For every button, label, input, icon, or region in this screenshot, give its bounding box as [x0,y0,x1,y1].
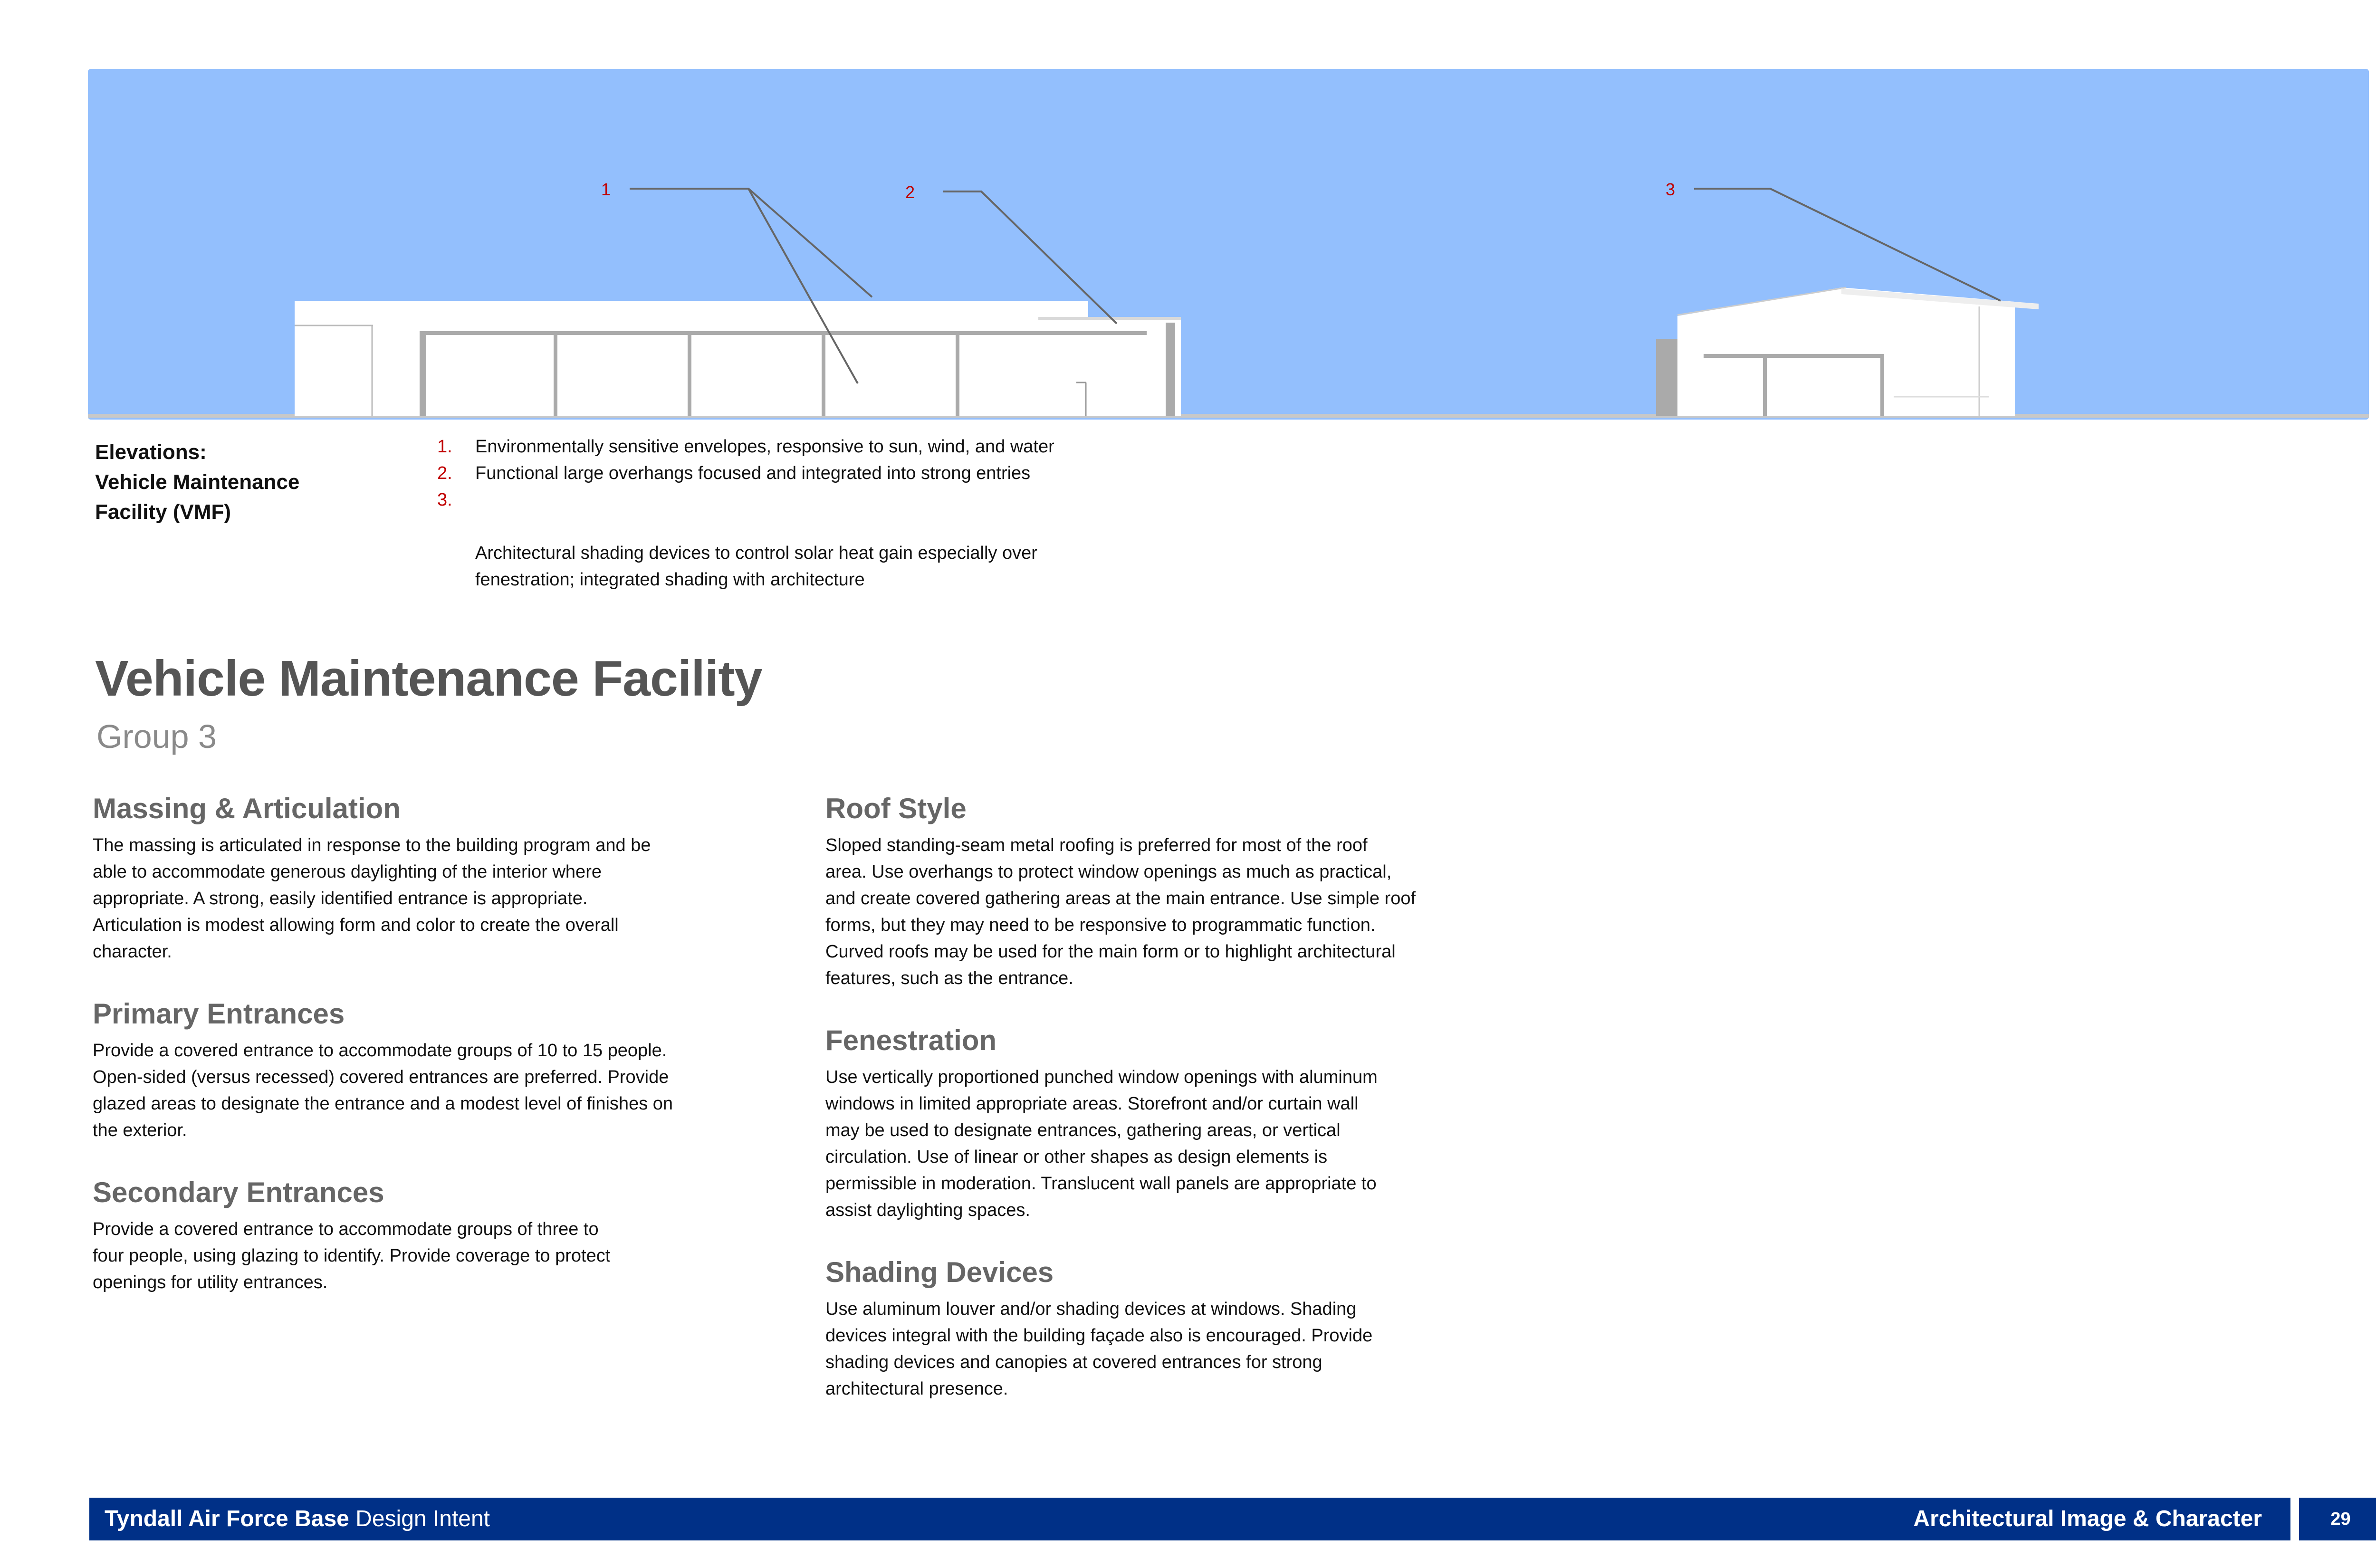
caption-line: Facility (VMF) [95,500,231,524]
page-title: Vehicle Maintenance Facility [95,650,762,707]
section-body: Use vertically proportioned punched window openings with aluminum windows in limited appropriate areas. Storefront and/or curtain wall may be used to designate entrances, gathering areas, or vertical circulation. Use of linear or other shapes as design elements is permissible in moderation. Translucent wall panels are appropriate to assist daylighting spaces. [825,1067,1378,1220]
note-item [437,460,1150,487]
caption-line: Elevations: [95,440,207,464]
section-heading: Primary Entrances [93,998,345,1030]
section-heading: Roof Style [825,793,967,824]
right-column [825,791,1500,1402]
section-body: The massing is articulated in response to the building program and be able to accommodate generous daylighting of the interior where appropriate. A strong, easily identified entrance is appropriate. Articulation is modest allowing form and color to create the overall character. [93,835,651,962]
note-number: 3. [437,490,452,510]
section-shading-devices [825,1255,1500,1402]
page-subtitle: Group 3 [96,718,217,755]
note-text: Architectural shading devices to control solar heat gain especially over fenestration; integrated shading with architecture [475,543,1037,590]
section-body: Sloped standing-seam metal roofing is preferred for most of the roof area. Use overhangs to protect window openings as much as practical, and create covered gathering areas at the main entrance. Use simple roof forms, but they may need to be responsive to programmatic function. Curved roofs may be used for the main form or to highlight architectural features, such as the entrance. [825,835,1416,988]
callout-3: 3 [1666,180,1676,199]
section-heading: Fenestration [825,1024,997,1056]
caption-line: Vehicle Maintenance [95,470,300,494]
note-text: Functional large overhangs focused and integrated into strong entries [475,463,1031,483]
footer-doc: Design Intent [349,1506,490,1531]
left-building [295,301,1181,416]
section-body: Use aluminum louver and/or shading devices at windows. Shading devices integral with the building façade also is encouraged. Provide shading devices and canopies at covered entrances for strong architectural presence. [825,1299,1373,1399]
section-roof-style [825,791,1500,992]
note-text: Environmentally sensitive envelopes, responsive to sun, wind, and water [475,437,1054,457]
section-secondary-entrances [93,1175,767,1296]
elevation-notes [437,433,1150,593]
callout-1: 1 [601,180,611,199]
elevation-drawing [88,69,2369,420]
left-column [93,791,767,1296]
section-massing [93,791,767,965]
section-body: Provide a covered entrance to accommodate groups of three to four people, using glazing to identify. Provide coverage to protect openings for utility entrances. [93,1219,611,1292]
section-heading: Massing & Articulation [93,793,401,824]
elevation-caption-title [95,437,380,527]
page-number: 29 [2299,1498,2376,1540]
section-primary-entrances [93,996,767,1144]
section-fenestration [825,1023,1500,1224]
section-body: Provide a covered entrance to accommodate groups of 10 to 15 people. Open-sided (versus recessed) covered entrances are preferred. Provide glazed areas to designate the entrance and a modest level of finishes on the exterior. [93,1041,673,1140]
note-number: 1. [437,437,452,457]
note-item [437,487,1150,593]
footer-doc-title [105,1503,490,1535]
section-heading: Shading Devices [825,1256,1054,1288]
note-number: 2. [437,463,452,483]
section-heading: Secondary Entrances [93,1176,384,1208]
footer-section-title: Architectural Image & Character [1913,1506,2262,1531]
callout-2: 2 [905,182,915,202]
footer-org: Tyndall Air Force Base [105,1506,349,1531]
note-item [437,433,1150,460]
